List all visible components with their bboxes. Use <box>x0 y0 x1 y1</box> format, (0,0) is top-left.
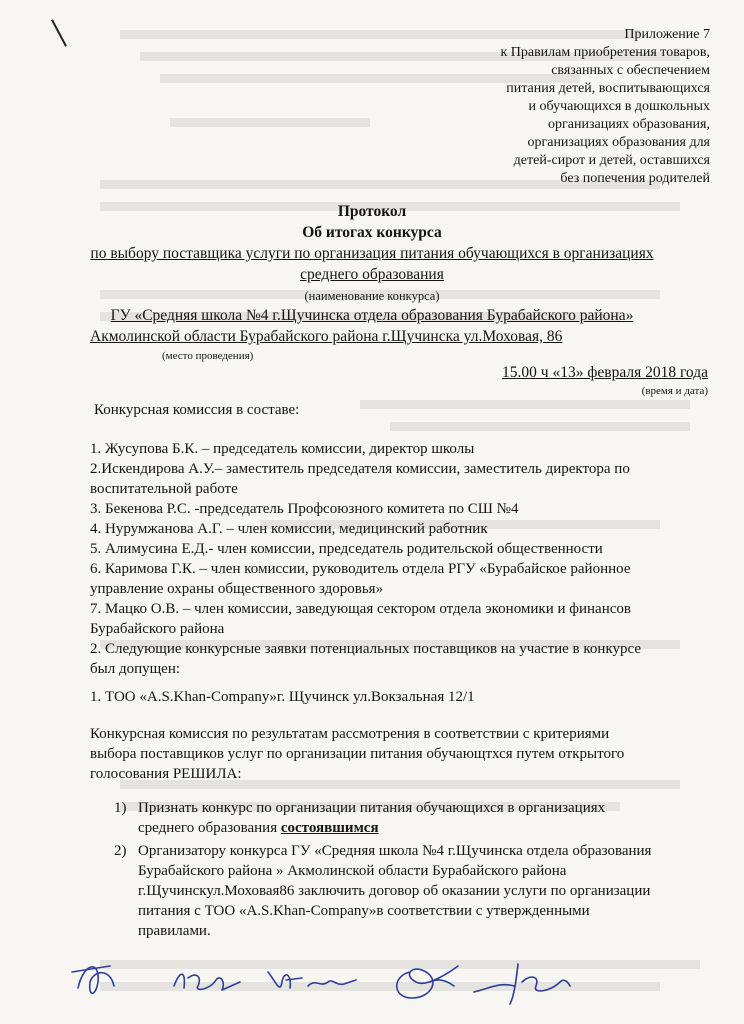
decision-line-2: выбора поставщиков услуг по организации питания обучающтхся путем открытого <box>90 746 625 762</box>
commission-member: 2.Искендирова А.У.– заместитель председателя комиссии, заместитель директора по <box>90 461 630 477</box>
document-subtitle: Об итогах конкурса <box>302 224 442 241</box>
contest-name-note: (наименование конкурса) <box>304 289 440 303</box>
appendix-line: питания детей, воспитывающихся <box>506 81 710 96</box>
admitted-supplier: 1. ТОО «A.S.Khan-Company»г. Щучинск ул.Вокзальная 12/1 <box>90 689 475 705</box>
appendix-line: детей-сирот и детей, оставшихся <box>513 153 710 168</box>
commission-member: 4. Нурумжанова А.Г. – член комиссии, медицинский работник <box>90 521 488 537</box>
venue-line-1: ГУ «Средняя школа №4 г.Щучинска отдела образования Бурабайского района» <box>110 307 634 324</box>
appendix-line: Приложение 7 <box>624 27 710 42</box>
decision-line-3: голосования РЕШИЛА: <box>90 766 242 782</box>
commission-member: 3. Бекенова Р.С. -председатель Профсоюзного комитета по СШ №4 <box>90 501 519 517</box>
appendix-line: организациях образования для <box>527 135 710 150</box>
commission-signatures <box>70 952 590 1012</box>
pen-mark <box>51 19 67 46</box>
decision-result: состоявшимся <box>280 820 379 836</box>
appendix-note <box>380 26 710 188</box>
venue-note: (место проведения) <box>162 350 254 362</box>
commission-member: 6. Каримова Г.К. – член комиссии, руководитель отдела РГУ «Бурабайское районное <box>90 561 631 577</box>
datetime-note: (время и дата) <box>641 385 708 397</box>
contest-name-line-2: среднего образования <box>300 266 444 283</box>
commission-member: 5. Алимусина Е.Д.- член комиссии, председатель родительской общественности <box>90 541 603 557</box>
decision-item-2-line-3: г.Щучинскул.Моховая86 заключить договор об оказании услуги по организации <box>138 883 651 899</box>
contest-name-line-1: по выбору поставщика услуги по организация питания обучающихся в организациях <box>90 245 654 262</box>
decision-item-2-line-4: питания с ТОО «A.S.Khan-Company»в соответствии с утвержденными <box>138 903 590 919</box>
decision-line-1: Конкурсная комиссия по результатам рассмотрения в соответствии с критериями <box>90 726 610 742</box>
applications-line-1: 2. Следующие конкурсные заявки потенциальных поставщиков на участие в конкурсе <box>90 641 642 657</box>
decision-item-1-line-1: Признать конкурс по организации питания обучающихся в организациях <box>138 800 606 816</box>
appendix-line: и обучающихся в дошкольных <box>528 99 710 114</box>
decision-item-2-line-5: правилами. <box>138 923 211 939</box>
decision-item-2-line-2: Бурабайского района » Акмолинской области Бурабайского района <box>138 863 567 879</box>
decision-item-number: 2) <box>114 843 127 859</box>
decision-item-1-line-2 <box>138 818 379 838</box>
appendix-line: к Правилам приобретения товаров, <box>500 45 710 60</box>
decision-item-number: 1) <box>114 800 127 816</box>
commission-member: Бурабайского района <box>90 621 225 637</box>
commission-intro: Конкурсная комиссия в составе: <box>94 402 300 418</box>
commission-member: 1. Жусупова Б.К. – председатель комиссии, директор школы <box>90 441 475 457</box>
commission-member: управление охраны общественного здоровья» <box>90 581 384 597</box>
appendix-line: связанных с обеспечением <box>551 63 710 78</box>
appendix-line: без попечения родителей <box>560 171 710 186</box>
commission-member: 7. Мацко О.В. – член комиссии, заведующая сектором отдела экономики и финансов <box>90 601 631 617</box>
applications-line-2: был допущен: <box>90 661 181 677</box>
document-title: Протокол <box>337 203 407 220</box>
decision-item-1-text: среднего образования <box>138 820 281 836</box>
decision-item-2-line-1: Организатору конкурса ГУ «Средняя школа №4 г.Щучинска отдела образования <box>138 843 652 859</box>
commission-member: воспитательной работе <box>90 481 238 497</box>
meeting-datetime: 15.00 ч «13» февраля 2018 года <box>502 364 708 381</box>
venue-line-2: Акмолинской области Бурабайского района г.Щучинска ул.Моховая, 86 <box>90 328 563 345</box>
appendix-line: организациях образования, <box>548 117 710 132</box>
